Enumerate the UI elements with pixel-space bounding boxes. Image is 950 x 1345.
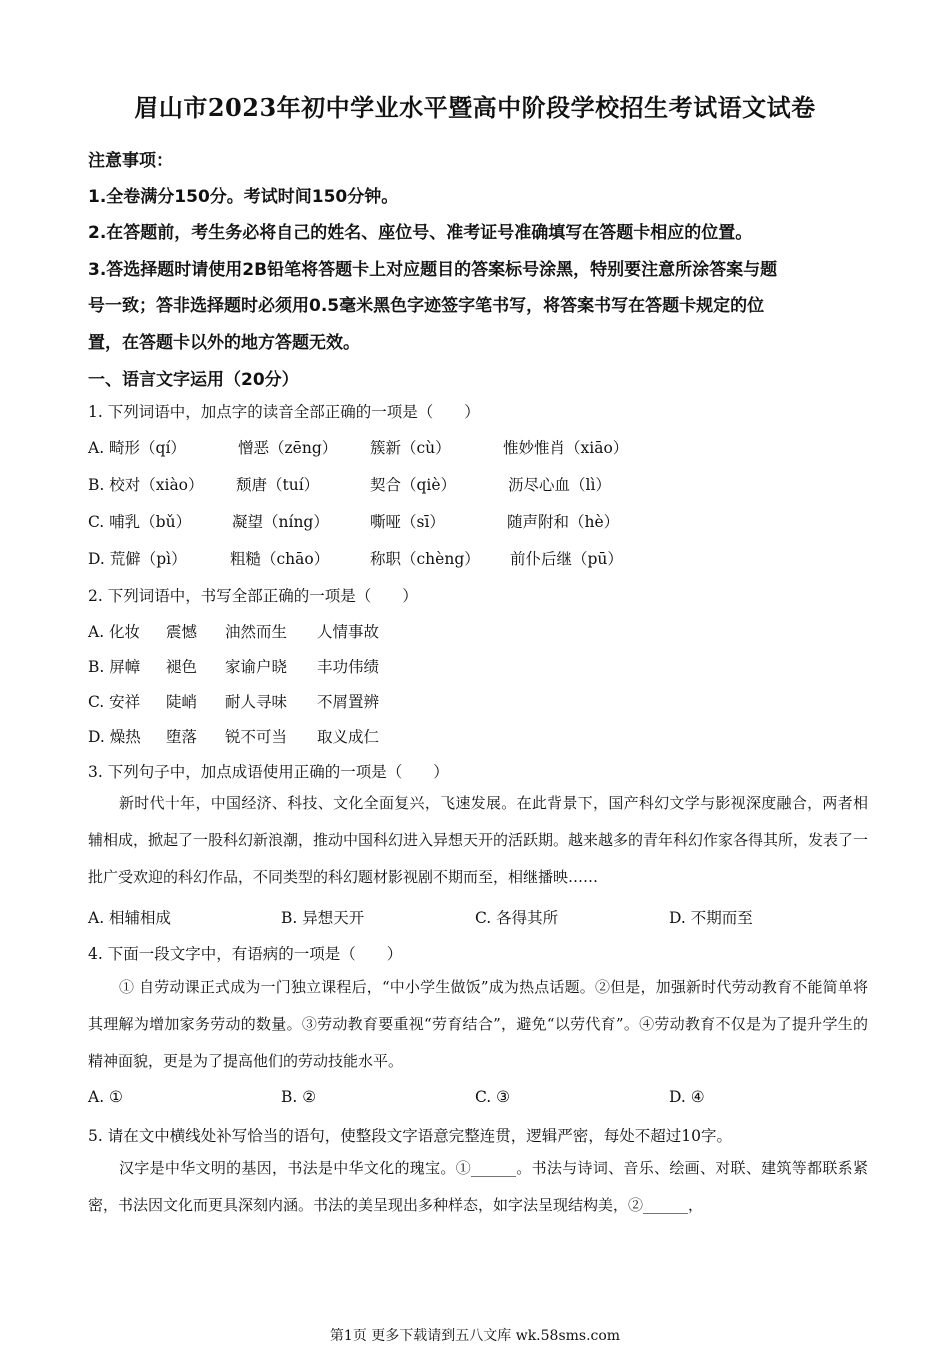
q1-option-b-word-2: 颓唐（tuí） [236,476,320,494]
q4-option-d: D. ④ [669,1088,705,1106]
question-4-passage: ① 自劳动课正式成为一门独立课程后，“中小学生做饭”成为热点话题。②但是，加强新时代劳动教育不能简单将其理解为增加家务劳动的数量。③劳动教育要重视“劳育结合”，避免“以劳代育”。④劳动教育不仅是为了提升学生的精神面貌，更是为了提高他们的劳动技能水平。 [88,978,868,1070]
q1-option-c-word-2: 凝望（níng） [232,513,329,531]
q1-option-c-word-1: C. 哺乳（bǔ） [88,513,192,531]
q1-option-a-word-1: A. 畸形（qí） [88,439,186,457]
q2-option-b-word-4: 丰功伟绩 [317,658,380,676]
notice-item-3-line-2: 号一致；答非选择题时必须用0.5毫米黑色字迹签字笔书写，将答案书写在答题卡规定的位 [88,296,765,316]
question-1-stem: 1. 下列词语中，加点字的读音全部正确的一项是（ ） [88,403,480,421]
q1-option-b-word-1: B. 校对（xiào） [88,476,204,494]
q1-option-d-word-2: 粗糙（chāo） [230,550,330,568]
q2-option-a-word-3: 油然而生 [225,623,288,641]
q3-option-d: D. 不期而至 [669,909,753,927]
q2-option-c-word-1: C. 安祥 [88,693,141,711]
q2-option-b-word-3: 家谕户晓 [225,658,288,676]
q3-option-a: A. 相辅相成 [88,909,172,927]
q4-option-c: C. ③ [475,1088,511,1106]
q1-option-d-word-4: 前仆后继（pū） [510,550,623,568]
q1-option-d-word-3: 称职（chèng） [370,550,480,568]
q2-option-a-word-1: A. 化妆 [88,623,141,641]
q2-option-d-word-3: 锐不可当 [225,728,288,746]
question-4-stem: 4. 下面一段文字中，有语病的一项是（ ） [88,945,403,963]
q4-option-a: A. ① [88,1088,123,1106]
q2-option-d-word-2: 堕落 [166,728,198,746]
notice-heading: 注意事项： [88,151,173,171]
q2-option-d-word-1: D. 燥热 [88,728,141,746]
notice-item-3-line-1: 3.答选择题时请使用2B铅笔将答题卡上对应题目的答案标号涂黑，特别要注意所涂答案与题 [88,260,778,280]
notice-item-3-line-3: 置，在答题卡以外的地方答题无效。 [88,333,360,353]
q2-option-d-word-4: 取义成仁 [317,728,380,746]
page-footer: 第1页 更多下载请到五八文库 wk.58sms.com [329,1328,621,1344]
q2-option-b-word-1: B. 屏幛 [88,658,141,676]
q1-option-d-word-1: D. 荒僻（pì） [88,550,187,568]
q3-option-c: C. 各得其所 [475,909,559,927]
question-3-stem: 3. 下列句子中，加点成语使用正确的一项是（ ） [88,763,449,781]
question-2-stem: 2. 下列词语中，书写全部正确的一项是（ ） [88,587,418,605]
section-heading: 一、语言文字运用（20分） [88,370,299,390]
q1-option-a-word-2: 憎恶（zēng） [238,439,338,457]
notice-item-1: 1.全卷满分150分。考试时间150分钟。 [88,187,399,207]
q2-option-b-word-2: 褪色 [166,658,198,676]
q1-option-c-word-3: 嘶哑（sī） [370,513,445,531]
page-title: 眉山市2023年初中学业水平暨高中阶段学校招生考试语文试卷 [134,93,816,122]
q2-option-a-word-2: 震憾 [166,623,198,641]
notice-item-2: 2.在答题前，考生务必将自己的姓名、座位号、准考证号准确填写在答题卡相应的位置。 [88,223,753,243]
q4-option-b: B. ② [281,1088,317,1106]
q2-option-a-word-4: 人情事故 [317,623,380,641]
q2-option-c-word-3: 耐人寻味 [225,693,288,711]
q2-option-c-word-4: 不屑置辨 [317,693,380,711]
q3-option-b: B. 异想天开 [281,909,365,927]
question-5-passage: 汉字是中华文明的基因，书法是中华文化的瑰宝。①______。书法与诗词、音乐、绘画、对联、建筑等都联系紧密，书法因文化而更具深刻内涵。书法的美呈现出多种样态，如字法呈现结构美，②______， [88,1159,868,1214]
q1-option-a-word-4: 惟妙惟肖（xiāo） [503,439,629,457]
q1-option-b-word-3: 契合（qiè） [370,476,457,494]
q1-option-a-word-3: 簇新（cù） [370,439,451,457]
q2-option-c-word-2: 陡峭 [166,693,198,711]
question-3-passage: 新时代十年，中国经济、科技、文化全面复兴，飞速发展。在此背景下，国产科幻文学与影视深度融合，两者相辅相成，掀起了一股科幻新浪潮，推动中国科幻进入异想天开的活跃期。越来越多的青年科幻作家各得其所，发表了一批广受欢迎的科幻作品，不同类型的科幻题材影视剧不期而至，相继播映…… [88,794,869,886]
q1-option-c-word-4: 随声附和（hè） [507,513,620,531]
q1-option-b-word-4: 沥尽心血（lì） [508,476,611,494]
question-5-stem: 5. 请在文中横线处补写恰当的语句，使整段文字语意完整连贯，逻辑严密，每处不超过10字。 [88,1127,732,1145]
